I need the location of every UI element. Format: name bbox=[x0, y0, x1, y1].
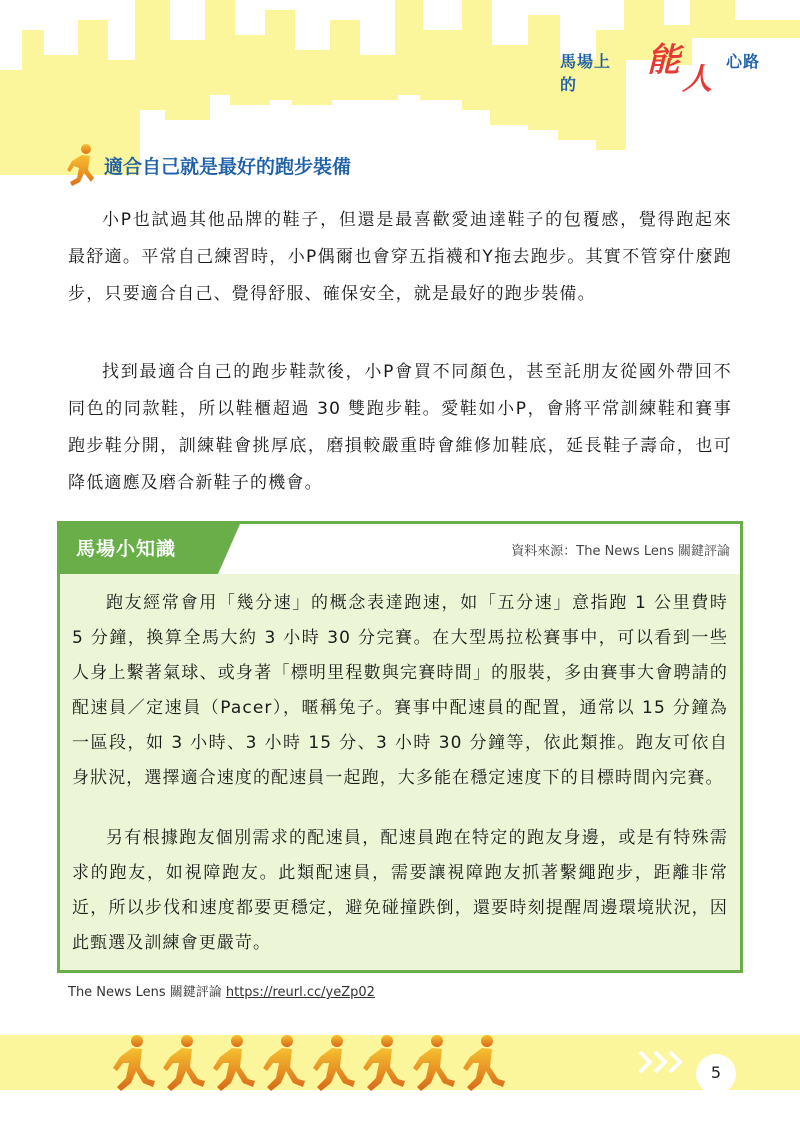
section-title: 適合自己就是最好的跑步裝備 bbox=[104, 156, 352, 178]
body-paragraph: 小P也試過其他品牌的鞋子，但還是最喜歡愛迪達鞋子的包覆感，覺得跑起來最舒適。平常自己練習時，小P偶爾也會穿五指襪和Y拖去跑步。其實不管穿什麼跑步，只要適合自己、覺得舒服、確保安全，就是最好的跑步裝備。 bbox=[68, 210, 732, 304]
knowledge-paragraph: 另有根據跑友個別需求的配速員，配速員跑在特定的跑友身邊，或是有特殊需求的跑友，如視障跑友。此類配速員，需要讓視障跑友抓著繫繩跑步，距離非常近，所以步伐和速度都要更穩定，避免碰撞跌倒，還要時刻提醒周邊環境狀況，因此甄選及訓練會更嚴苛。 bbox=[72, 828, 728, 953]
footnote bbox=[68, 981, 375, 1000]
knowledge-box-header bbox=[60, 524, 740, 574]
brand-highlight-2: 人 bbox=[682, 62, 712, 97]
page-number: 5 bbox=[710, 1063, 722, 1082]
header-brand bbox=[560, 40, 760, 97]
bottom-runner-band bbox=[0, 1025, 800, 1105]
knowledge-paragraph: 跑友經常會用「幾分速」的概念表達跑速，如「五分速」意指跑 1 公里費時 5 分鐘，換算全馬大約 3 小時 30 分完賽。在大型馬拉松賽事中，可以看到一些人身上繫著氣球、或身著「標明里程數與完賽時間」的服裝，多由賽事大會聘請的配速員／定速員（Pacer），暱稱兔子。賽事中配速員的配置，通常以 15 分鐘為一區段，如 3 小時、3 小時 15 分、3 小時 30 分鐘等，依此類推。跑友可依自身狀況，選擇適合速度的配速員一起跑，大多能在穩定速度下的目標時間內完賽。 bbox=[72, 593, 728, 788]
body-paragraph: 找到最適合自己的跑步鞋款後，小P會買不同顏色，甚至託朋友從國外帶回不同色的同款鞋，所以鞋櫃超過 30 雙跑步鞋。愛鞋如小P，會將平常訓練鞋和賽事跑步鞋分開，訓練鞋會挑厚底，磨損較嚴重時會維修加鞋底，延長鞋子壽命，也可降低適應及磨合新鞋子的機會。 bbox=[68, 362, 732, 493]
brand-suffix: 心路 bbox=[725, 52, 760, 71]
knowledge-source: 資料來源：The News Lens 關鍵評論 bbox=[511, 544, 730, 559]
knowledge-tab-label: 馬場小知識 bbox=[76, 538, 177, 560]
footnote-link[interactable]: https://reurl.cc/yeZp02 bbox=[225, 985, 375, 1000]
footnote-source: The News Lens 關鍵評論 bbox=[68, 985, 222, 1000]
brand-highlight-1: 能 bbox=[647, 40, 680, 79]
runner-icon bbox=[60, 142, 100, 190]
knowledge-box bbox=[57, 521, 743, 973]
brand-prefix: 馬場上的 bbox=[560, 52, 612, 94]
